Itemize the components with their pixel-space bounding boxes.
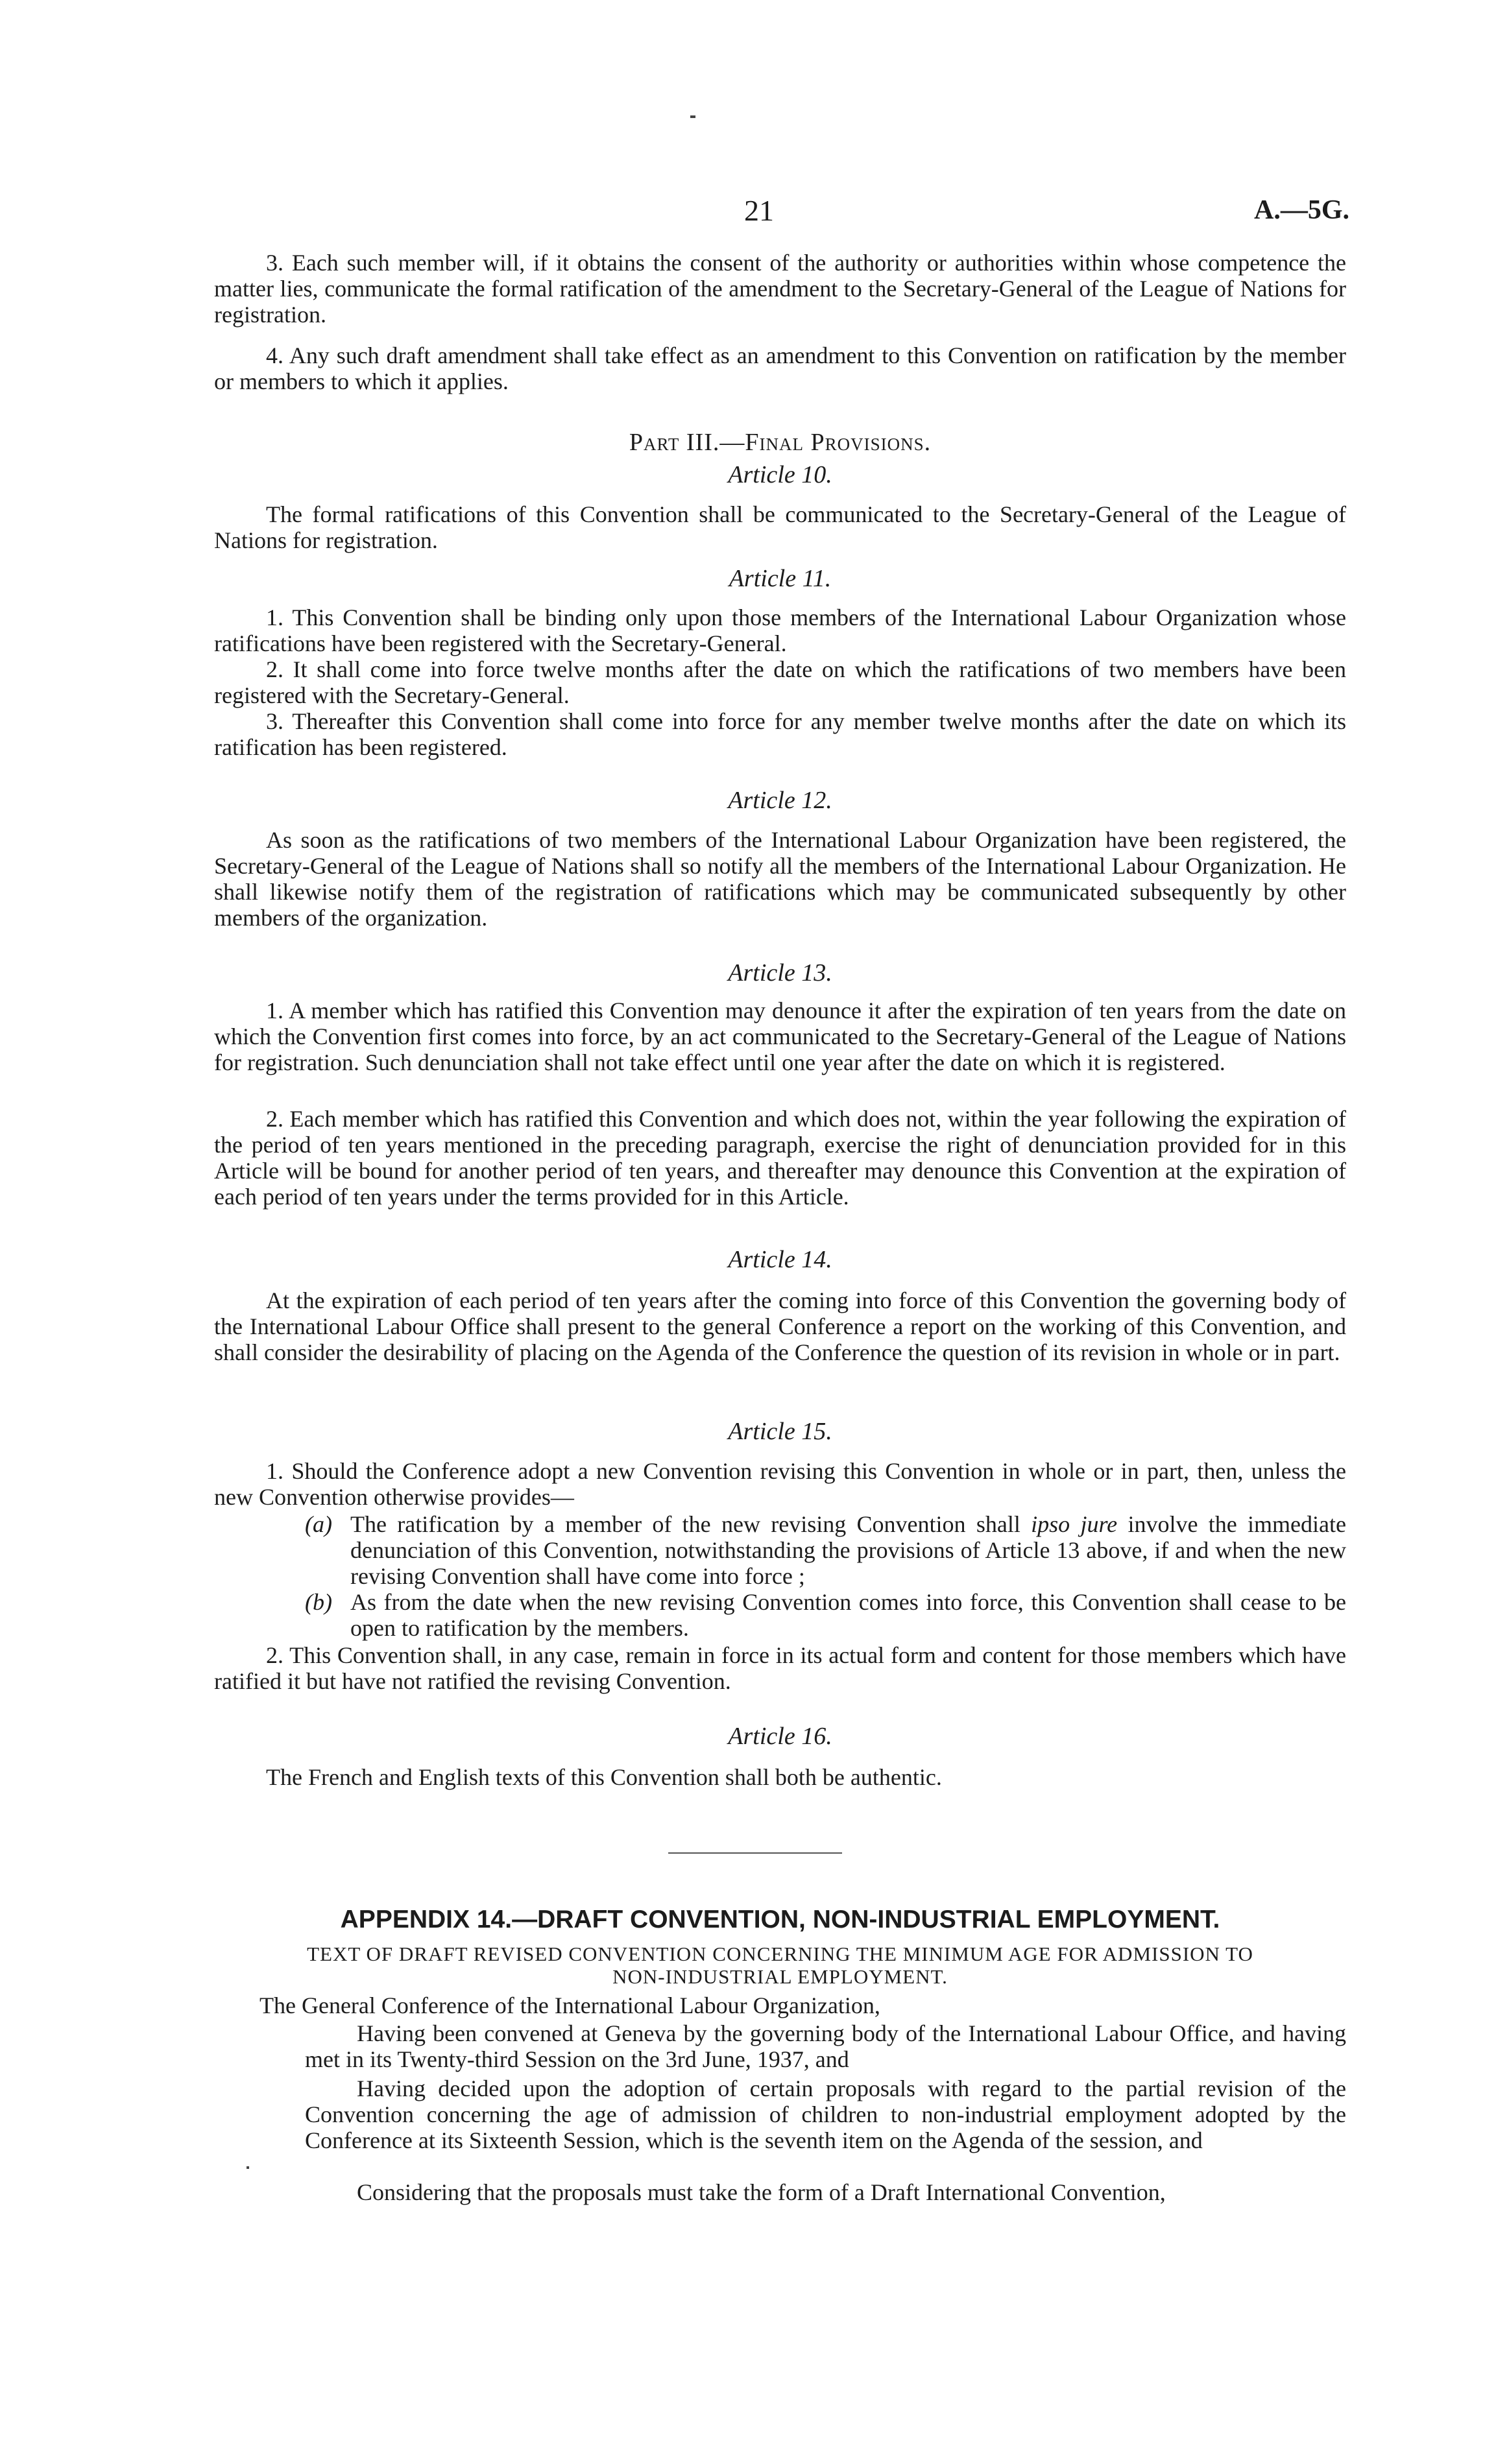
appendix-clause: Having decided upon the adoption of certain proposals with regard to the partial revision of the Convention concerning the age of admission of children to non-industrial employment adopted by the Conference at its Sixteenth Session, which is the seventh item on the Agenda of the session, and bbox=[305, 2075, 1346, 2153]
section-divider bbox=[668, 1852, 842, 1854]
article-paragraph: 2. This Convention shall, in any case, remain in force in its actual form and content for those members which have ratified it but have not ratified the revising Convention. bbox=[214, 1642, 1346, 1694]
article-title: Article 11. bbox=[729, 565, 832, 592]
page-number: 21 bbox=[744, 194, 774, 227]
article-title: Article 13. bbox=[728, 959, 832, 987]
appendix-intro: The General Conference of the International Labour Organization, bbox=[260, 1992, 880, 2018]
article-title: Article 14. bbox=[728, 1246, 832, 1273]
article-paragraph: 1. Should the Conference adopt a new Convention revising this Convention in whole or in part, then, unless the new Convention otherwise provides— bbox=[214, 1458, 1346, 1510]
article-title: Article 12. bbox=[728, 787, 832, 814]
paragraph-amendment-4: 4. Any such draft amendment shall take effect as an amendment to this Convention on ratification by the member or members to which it applies. bbox=[214, 342, 1346, 394]
paragraph-amendment-3: 3. Each such member will, if it obtains the consent of the authority or authorities within whose competence the matter lies, communicate the formal ratification of the amendment to the Secretary-General of the League of Nations for registration. bbox=[214, 250, 1346, 328]
list-text-emphasis: ipso jure bbox=[1031, 1511, 1118, 1537]
article-paragraph: At the expiration of each period of ten years after the coming into force of this Convention the governing body of the International Labour Office shall present to the general Conference a report on the working of this Convention, and shall consider the desirability of placing on the Agenda of the Conference the question of its revision in whole or in part. bbox=[214, 1287, 1346, 1365]
list-text: As from the date when the new revising Convention comes into force, this Convention shall cease to be open to ratification by the members. bbox=[350, 1589, 1346, 1641]
appendix-subtitle-line-1: TEXT OF DRAFT REVISED CONVENTION CONCERNING THE MINIMUM AGE FOR ADMISSION TO bbox=[307, 1943, 1253, 1965]
article-paragraph: The formal ratifications of this Convention shall be communicated to the Secretary-General of the League of Nations for registration. bbox=[214, 501, 1346, 553]
appendix-clause: Having been convened at Geneva by the governing body of the International Labour Office, and having met in its Twenty-third Session on the 3rd June, 1937, and bbox=[305, 2020, 1346, 2072]
ink-speck bbox=[690, 115, 695, 118]
article-paragraph: 1. A member which has ratified this Convention may denounce it after the expiration of ten years from the date on which the Convention first comes into force, by an act communicated to the Secretary-General of the League of Nations for registration. Such denunciation shall not take effect until one year after the date on which it is registered. bbox=[214, 998, 1346, 1075]
article-title: Article 16. bbox=[728, 1723, 832, 1750]
list-text-before: The ratification by a member of the new revising Convention shall bbox=[350, 1511, 1020, 1537]
ink-speck bbox=[247, 2166, 249, 2169]
list-label: (a) bbox=[305, 1511, 332, 1537]
appendix-subtitle-line-2: NON-INDUSTRIAL EMPLOYMENT. bbox=[612, 1965, 948, 1988]
list-text-after: involve the immediate denunciation of this Convention, notwithstanding the provisions of Article 13 above, if and when the new revising Convention shall have come into force ; bbox=[350, 1511, 1346, 1589]
appendix-title: APPENDIX 14.—DRAFT CONVENTION, NON-INDUSTRIAL EMPLOYMENT. bbox=[340, 1906, 1220, 1933]
article-paragraph: As soon as the ratifications of two members of the International Labour Organization have been registered, the Secretary-General of the League of Nations shall so notify all the members of the International Labour Organization. He shall likewise notify them of the registration of ratifications which may be communicated subsequently by other members of the organization. bbox=[214, 827, 1346, 931]
part-heading: Part III.—Final Provisions. bbox=[629, 429, 932, 456]
document-reference: A.—5G. bbox=[1254, 195, 1349, 225]
article-paragraph: 3. Thereafter this Convention shall come into force for any member twelve months after the date on which its ratification has been registered. bbox=[214, 708, 1346, 760]
article-title: Article 15. bbox=[728, 1418, 832, 1445]
list-text bbox=[350, 1511, 1346, 1589]
list-label: (b) bbox=[305, 1589, 332, 1615]
article-title: Article 10. bbox=[728, 461, 832, 488]
article-paragraph: 2. Each member which has ratified this Convention and which does not, within the year following the expiration of the period of ten years mentioned in the preceding paragraph, exercise the right of denunciation provided for in this Article will be bound for another period of ten years, and thereafter may denounce this Convention at the expiration of each period of ten years under the terms provided for in this Article. bbox=[214, 1106, 1346, 1210]
appendix-clause: Considering that the proposals must take the form of a Draft International Convention, bbox=[357, 2179, 1166, 2205]
article-paragraph: The French and English texts of this Convention shall both be authentic. bbox=[266, 1764, 942, 1790]
article-paragraph: 1. This Convention shall be binding only upon those members of the International Labour Organization whose ratifications have been registered with the Secretary-General. bbox=[214, 604, 1346, 656]
article-paragraph: 2. It shall come into force twelve months after the date on which the ratifications of two members have been registered with the Secretary-General. bbox=[214, 656, 1346, 708]
